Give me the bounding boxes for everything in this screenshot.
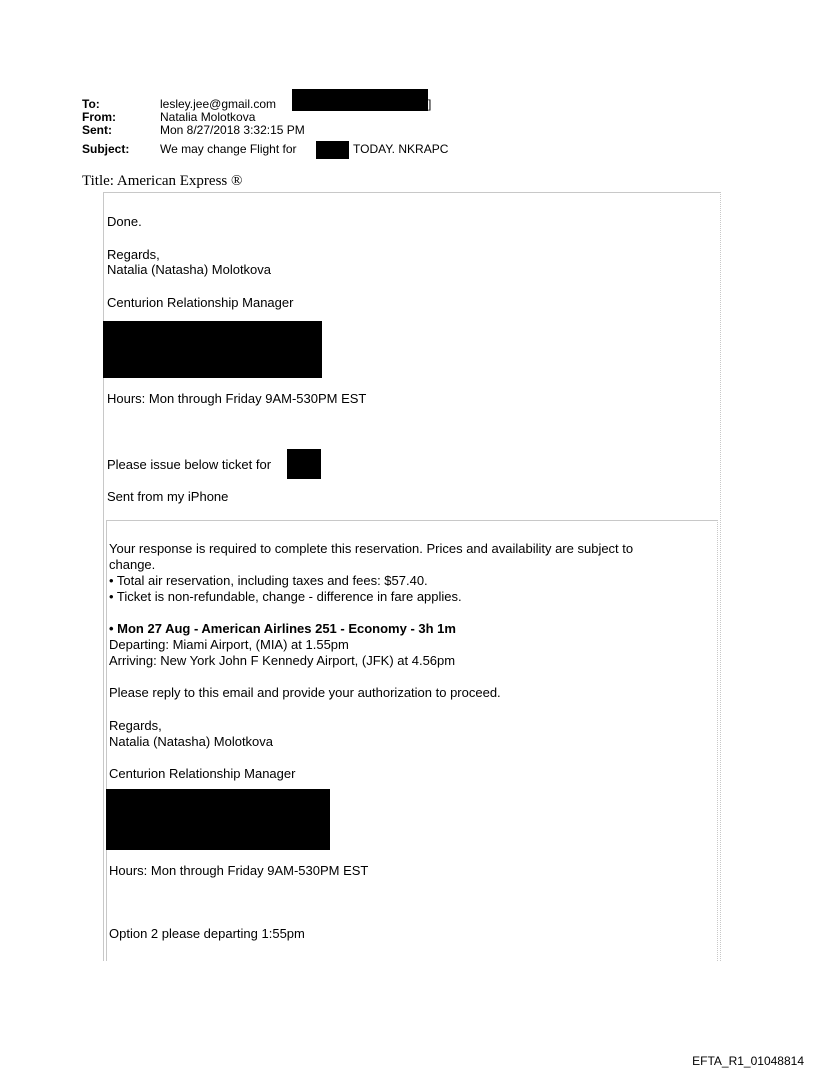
quoted-intro-1: Your response is required to complete this reservation. Prices and availability are subject to	[109, 541, 634, 556]
quoted-bullet-1: • Total air reservation, including taxes and fees: $57.40.	[109, 573, 428, 588]
quoted-role: Centurion Relationship Manager	[109, 766, 296, 781]
title-line: Title: American Express ®	[82, 173, 243, 189]
reply-done: Done.	[107, 214, 142, 229]
quoted-intro-2: change.	[109, 557, 156, 572]
quoted-flight-heading: • Mon 27 Aug - American Airlines 251 - Economy - 3h 1m	[109, 621, 456, 636]
reply-role: Centurion Relationship Manager	[107, 295, 294, 310]
subject-label: Subject:	[82, 142, 130, 156]
reply-regards: Regards,	[107, 247, 160, 262]
reply-hours: Hours: Mon through Friday 9AM-530PM EST	[107, 391, 367, 406]
reply-issue-ticket: Please issue below ticket for	[107, 457, 272, 472]
quoted-arriving: Arriving: New York John F Kennedy Airport, (JFK) at 4.56pm	[109, 653, 456, 668]
to-bracket: ]	[428, 97, 432, 111]
redaction-ticket-name	[287, 449, 321, 479]
subject-prefix: We may change Flight for	[160, 142, 297, 156]
redaction-signature-1	[103, 321, 322, 378]
to-label: To:	[82, 97, 100, 111]
reply-name: Natalia (Natasha) Molotkova	[107, 262, 272, 277]
redaction-subject	[316, 141, 349, 159]
header-sent	[82, 124, 305, 137]
from-value: Natalia Molotkova	[160, 110, 256, 124]
quoted-bullet-2: • Ticket is non-refundable, change - difference in fare applies.	[109, 589, 462, 604]
header-subject	[82, 143, 297, 156]
quoted-hours: Hours: Mon through Friday 9AM-530PM EST	[109, 863, 369, 878]
quoted-option: Option 2 please departing 1:55pm	[109, 926, 305, 941]
reply-sent-from: Sent from my iPhone	[107, 489, 229, 504]
redaction-signature-2	[106, 789, 330, 850]
redaction-to	[292, 89, 428, 111]
subject-suffix: TODAY. NKRAPC	[353, 142, 449, 156]
to-value: lesley.jee@gmail.com	[160, 97, 276, 111]
document-id: EFTA_R1_01048814	[692, 1054, 804, 1068]
sent-value: Mon 8/27/2018 3:32:15 PM	[160, 123, 305, 137]
quoted-departing: Departing: Miami Airport, (MIA) at 1.55pm	[109, 637, 349, 652]
quoted-name: Natalia (Natasha) Molotkova	[109, 734, 274, 749]
quoted-reply-request: Please reply to this email and provide your authorization to proceed.	[109, 685, 501, 700]
from-label: From:	[82, 110, 116, 124]
sent-label: Sent:	[82, 123, 112, 137]
quoted-regards: Regards,	[109, 718, 162, 733]
